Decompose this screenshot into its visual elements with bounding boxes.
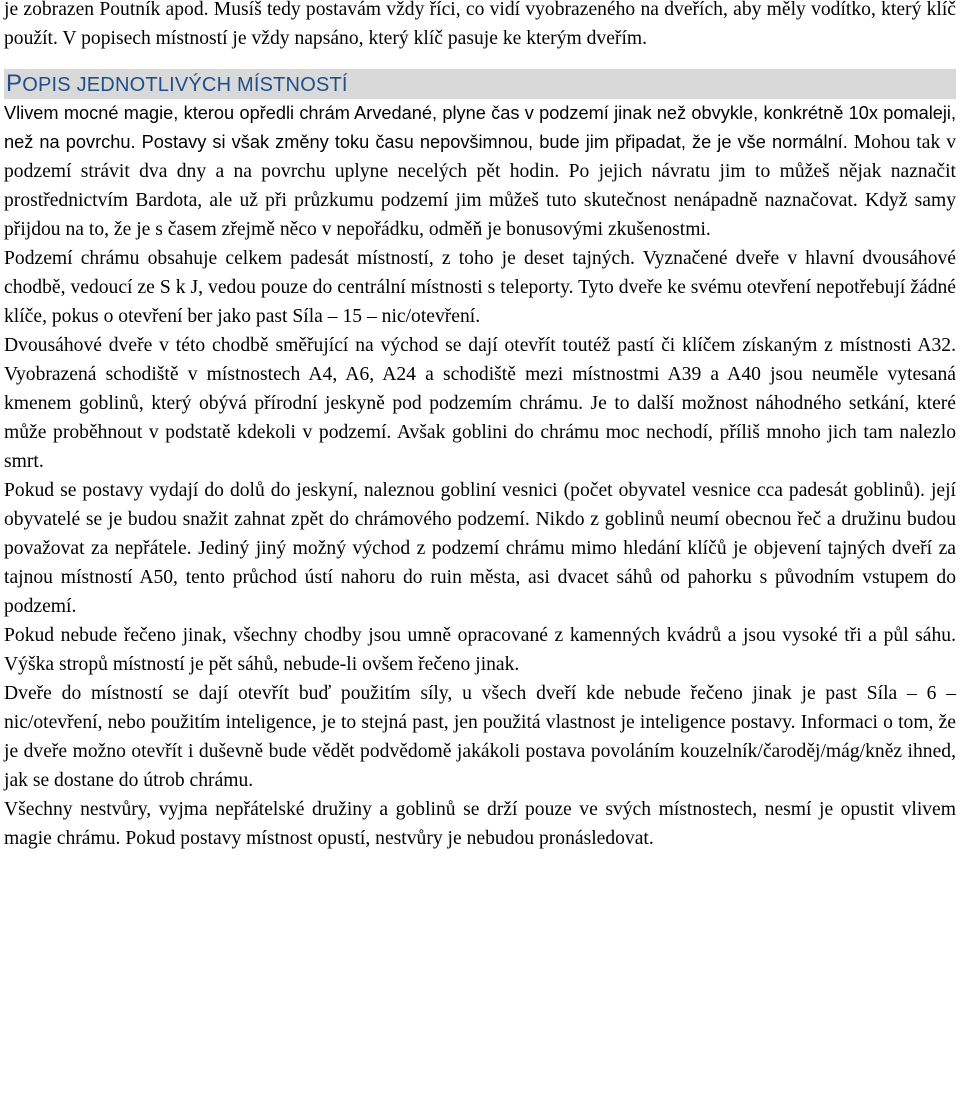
paragraph-time-flow-sans: Vlivem mocné magie, kterou opředli chrám Arvedané, plyne čas v podzemí jinak než obvykle, konkrétně 10x pomaleji, než na povrchu. Postavy si však změny toku času nepovšimnou, bude jim připadat, že je vše normální.	[4, 103, 956, 152]
paragraph-monsters: Všechny nestvůry, vyjma nepřátelské družiny a goblinů se drží pouze ve svých místnostech, nesmí je opustit vlivem magie chrámu. Pokud postavy místnost opustí, nestvůry je nebudou pronásledovat.	[4, 799, 956, 849]
section-heading	[4, 69, 956, 99]
paragraph-caves: Pokud se postavy vydají do dolů do jeskyní, naleznou gobliní vesnici (počet obyvatel vesnice cca padesát goblinů). její obyvatelé se je budou snažit zahnat zpět do chrámového podzemí. Nikdo z goblinů neumí obecnou řeč a družinu budou považovat za nepřátele. Jediný jiný možný východ z podzemí chrámu mimo hledání klíčů je objevení tajných dveří za tajnou místností A50, tento průchod ústí nahoru do ruin města, asi dvacet sáhů od pahorku s původním vstupem do podzemí.	[4, 480, 956, 617]
section-heading-text	[4, 70, 348, 97]
paragraph-rooms-count: Podzemí chrámu obsahuje celkem padesát místností, z toho je deset tajných. Vyznačené dveře v hlavní dvousáhové chodbě, vedoucí ze S k J, vedou pouze do centrální místnosti s teleporty. Tyto dveře ke svému otevření nepotřebují žádné klíče, pokus o otevření ber jako past Síla – 15 – nic/otevření.	[4, 248, 956, 327]
section-heading-rest: OPIS JEDNOTLIVÝCH MÍSTNOSTÍ	[22, 74, 348, 96]
paragraph-doors-opening: Dveře do místností se dají otevřít buď použitím síly, u všech dveří kde nebude řečeno jinak je past Síla – 6 – nic/otevření, nebo použitím inteligence, je to stejná past, jen použitá vlastnost je inteligence postavy. Informaci o tom, že je dveře možno otevřít i duševně bude vědět podvědomě jakákoli postava povoláním kouzelník/čaroděj/mág/kněz ihned, jak se dostane do útrob chrámu.	[4, 683, 956, 791]
paragraph-doors-stairs: Dvousáhové dveře v této chodbě směřující na východ se dají otevřít toutéž pastí či klíčem získaným z místnosti A32. Vyobrazená schodiště v místnostech A4, A6, A24 a schodiště mezi místnostmi A39 a A40 jsou neuměle vytesaná kmenem goblinů, který obývá přírodní jeskyně pod podzemím chrámu. Je to další možnost náhodného setkání, které může proběhnout v podstatě kdekoli v podzemí. Avšak goblini do chrámu moc nechodí, příliš mnoho jich tam nalezlo smrt.	[4, 335, 956, 472]
section-heading-initial: P	[6, 70, 23, 97]
paragraph-time-flow-serif: Mohou tak v podzemí strávit dva dny a na povrchu uplyne necelých pět hodin. Po jejich návratu jim to můžeš nějak naznačit prostřednictvím Bardota, ale už při průzkumu podzemí jim můžeš tuto skutečnost nenápadně naznačovat. Když samy přijdou na to, že je s časem zřejmě něco v nepořádku, odměň je bonusovými zkušenostmi.	[4, 132, 956, 240]
paragraph-time-flow	[4, 99, 956, 244]
paragraph-corridors: Pokud nebude řečeno jinak, všechny chodby jsou umně opracované z kamenných kvádrů a jsou vysoké tři a půl sáhu. Výška stropů místností je pět sáhů, nebude-li ovšem řečeno jinak.	[4, 625, 956, 675]
intro-paragraph: je zobrazen Poutník apod. Musíš tedy postavám vždy říci, co vidí vyobrazeného na dveřích, aby měly vodítko, který klíč použít. V popisech místností je vždy napsáno, který klíč pasuje ke kterým dveřím.	[4, 0, 956, 49]
